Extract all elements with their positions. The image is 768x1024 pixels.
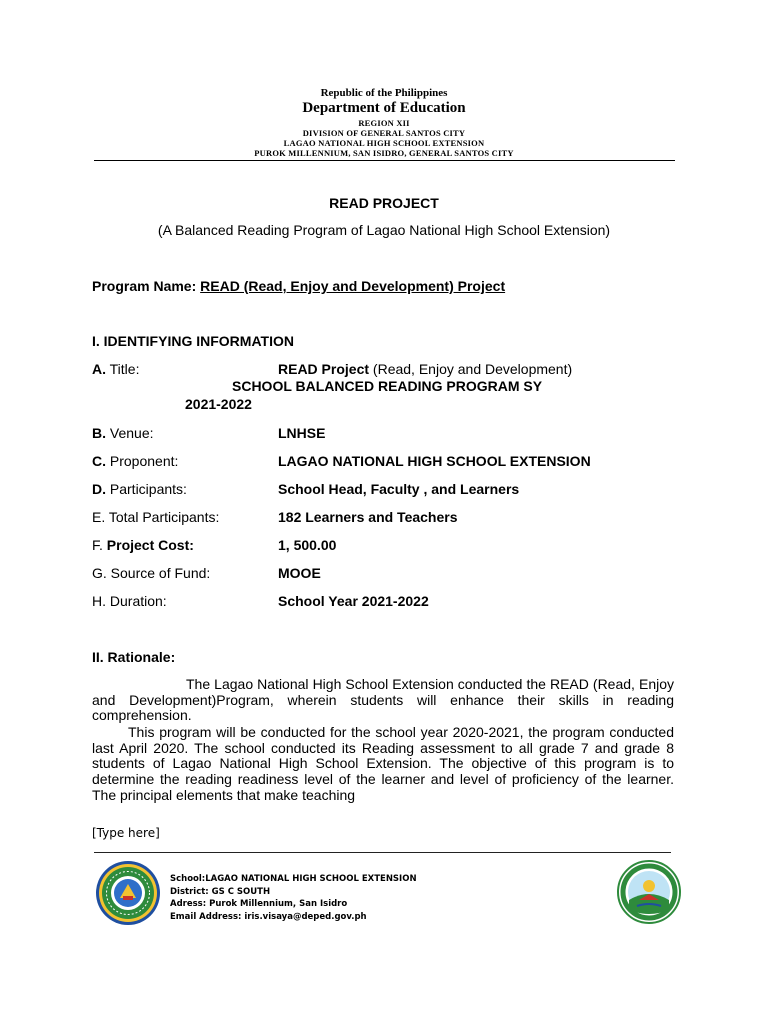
row-participants-value: School Head, Faculty , and Learners [278,481,520,497]
row-fund-value: MOOE [278,565,321,581]
row-cost-value: 1, 500.00 [278,537,337,553]
header-division: DIVISION OF GENERAL SANTOS CITY [302,128,466,138]
rationale-text-2: This program will be conducted for the school year 2020-2021, the program conducted last April 2020. The school conducted its Reading assessment to all grade 7 and grade 8 students of Lagao National High School Extension. The objective of this program is to determine the reading readiness level of the learner and level of proficiency of the learner. The principal elements that make teaching [92,724,674,803]
row-letter: A. [92,361,106,377]
row-duration-value: School Year 2021-2022 [278,593,429,609]
row-title-line3: 2021-2022 [185,396,252,412]
document-title: READ PROJECT [329,195,439,211]
title-value-rest: (Read, Enjoy and Development) [372,361,573,377]
section-rationale-heading: II. Rationale: [92,649,176,665]
row-total-value: 182 Learners and Teachers [278,509,458,525]
program-name [92,278,505,294]
footer-contact [170,873,417,923]
header-republic: Republic of the Philippines [320,87,448,99]
header-region: REGION XII [358,118,410,128]
row-title-value [278,361,572,377]
header-department: Department of Education [302,100,466,116]
program-value: READ (Read, Enjoy and Development) Project [200,278,506,294]
row-participants-label: D. Participants: [92,481,187,497]
footer-address: Adress: Purok Millennium, San Isidro [170,899,348,909]
school-seal-icon [95,860,161,926]
header-rule [94,160,675,161]
row-title-line2: SCHOOL BALANCED READING PROGRAM SY [232,378,543,394]
section-identifying-heading: I. IDENTIFYING INFORMATION [92,333,294,349]
row-total-label: E. Total Participants: [92,509,220,525]
rationale-paragraph-2 [92,725,674,804]
row-proponent-label: C. Proponent: [92,453,179,469]
rationale-paragraph-1 [92,677,674,724]
header-address: PUROK MILLENNIUM, SAN ISIDRO, GENERAL SANTOS CITY [254,148,514,158]
type-here-placeholder[interactable]: [Type here] [92,826,160,840]
title-value-bold: READ Project [278,361,370,377]
row-label-text: Title: [109,361,140,377]
row-proponent-value: LAGAO NATIONAL HIGH SCHOOL EXTENSION [278,453,591,469]
row-duration-label: H. Duration: [92,593,167,609]
footer-school: School:LAGAO NATIONAL HIGH SCHOOL EXTENSION [170,874,417,884]
row-cost-label: F. Project Cost: [92,537,194,553]
row-venue-label: B. Venue: [92,425,154,441]
header-school: LAGAO NATIONAL HIGH SCHOOL EXTENSION [283,138,485,148]
footer-rule [94,852,671,853]
division-seal-icon [617,860,681,924]
row-fund-label: G. Source of Fund: [92,565,211,581]
footer-email: Email Address: iris.visaya@deped.gov.ph [170,911,367,922]
row-venue-value: LNHSE [278,425,326,441]
footer-district: District: GS C SOUTH [170,886,271,897]
document-subtitle: (A Balanced Reading Program of Lagao National High School Extension) [157,222,611,238]
program-label: Program Name: [92,278,197,294]
rationale-text-1: The Lagao National High School Extension conducted the READ (Read, Enjoy and Development)Program, wherein students will enhance their skills in reading comprehension. [92,676,674,724]
row-title-label [92,361,139,377]
